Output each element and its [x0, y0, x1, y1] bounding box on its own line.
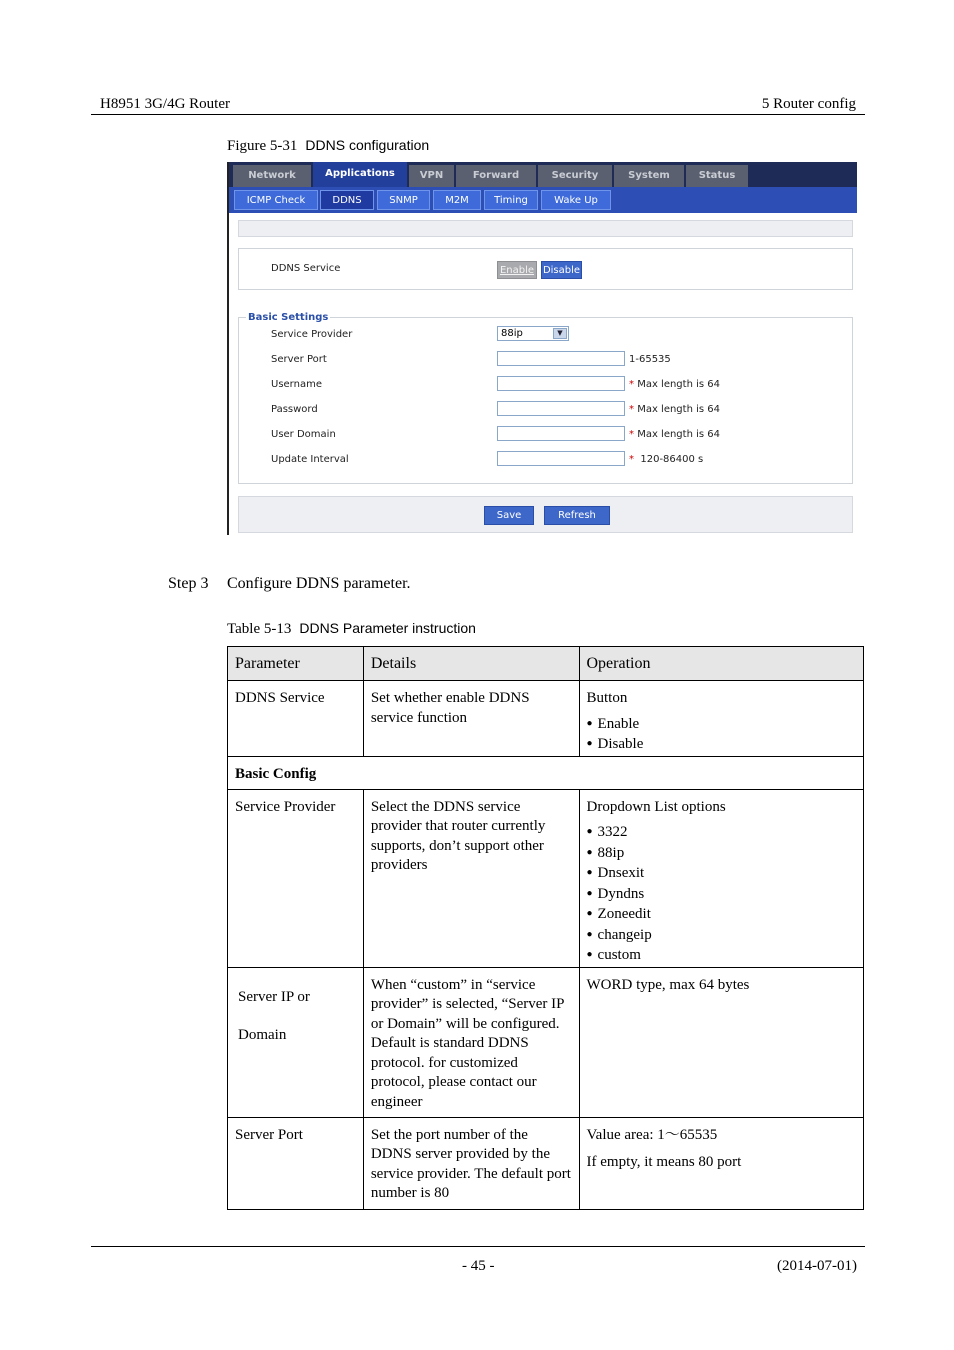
- list-item: ● Dnsexit: [587, 864, 857, 885]
- list-item: ● Enable: [587, 715, 857, 736]
- list-item: ● custom: [587, 946, 857, 967]
- figure-number: Figure 5-31: [227, 138, 298, 154]
- tab-system[interactable]: System: [614, 165, 684, 187]
- server-port-input[interactable]: [497, 351, 625, 366]
- server-port-hint: 1-65535: [629, 354, 671, 365]
- table-header-row: [228, 647, 864, 681]
- row-operation: WORD type, max 64 bytes: [579, 967, 864, 1117]
- row-operation: [579, 789, 864, 967]
- row-parameter: DDNS Service: [228, 681, 364, 757]
- row-parameter: Server Port: [228, 1117, 364, 1209]
- required-star: *: [629, 429, 634, 440]
- update-interval-input[interactable]: [497, 451, 625, 466]
- password-label: Password: [271, 404, 318, 415]
- save-button[interactable]: Save: [484, 506, 534, 525]
- tab-network[interactable]: Network: [233, 165, 311, 187]
- subtab-timing[interactable]: Timing: [484, 190, 538, 210]
- username-label: Username: [271, 379, 322, 390]
- header-parameter: Parameter: [228, 647, 364, 681]
- ddns-config-screenshot: [227, 162, 857, 535]
- header-details: Details: [363, 647, 579, 681]
- parameter-line: Server IP or: [238, 988, 310, 1005]
- table-row: [228, 681, 864, 757]
- ddns-service-label: DDNS Service: [271, 263, 341, 274]
- user-domain-label: User Domain: [271, 429, 336, 440]
- update-interval-hint: [629, 454, 703, 465]
- refresh-button[interactable]: Refresh: [544, 506, 610, 525]
- username-hint: [629, 379, 720, 390]
- operation-title: Button: [586, 690, 628, 706]
- tab-status[interactable]: Status: [686, 165, 748, 187]
- operation-title: Dropdown List options: [586, 798, 726, 815]
- service-provider-value: 88ip: [501, 328, 523, 339]
- password-hint-text: Max length is 64: [637, 404, 720, 415]
- table-caption: [227, 620, 476, 638]
- service-provider-label: Service Provider: [271, 329, 353, 340]
- user-domain-hint-text: Max length is 64: [637, 429, 720, 440]
- row-operation: [579, 681, 864, 757]
- row-details: Set whether enable DDNS service function: [363, 681, 579, 757]
- row-parameter: [228, 967, 364, 1117]
- chevron-down-icon[interactable]: ▼: [553, 328, 567, 339]
- subtab-ddns[interactable]: DDNS: [320, 190, 374, 210]
- user-domain-input[interactable]: [497, 426, 625, 441]
- disable-button[interactable]: Disable: [541, 261, 582, 279]
- table-row: [228, 789, 864, 967]
- username-input[interactable]: [497, 376, 625, 391]
- row-details: Set the port number of the DDNS server provided by the service provider. The default port number is 80: [363, 1117, 579, 1209]
- footer-date: (2014-07-01): [777, 1258, 857, 1274]
- parameter-line: Domain: [238, 1027, 287, 1043]
- basic-settings-legend: Basic Settings: [248, 312, 329, 323]
- subtab-snmp[interactable]: SNMP: [377, 190, 430, 210]
- row-details: When “custom” in “service provider” is selected, “Server IP or Domain” will be configured. Default is standard DDNS protocol. for customized protocol, please contact our engineer: [363, 967, 579, 1117]
- header-rule: [91, 114, 865, 115]
- subtab-m2m[interactable]: M2M: [433, 190, 481, 210]
- ddns-service-panel: [238, 248, 853, 290]
- operation-list: [587, 715, 857, 756]
- operation-line: Value area: 1～65535: [586, 1126, 718, 1143]
- table-row: [228, 1117, 864, 1209]
- tab-applications[interactable]: Applications: [313, 162, 407, 187]
- figure-title: DDNS configuration: [305, 137, 430, 153]
- main-nav-bar: [229, 162, 857, 187]
- list-item: ● Zoneedit: [587, 905, 857, 926]
- screenshot-border: [227, 162, 229, 535]
- top-gray-bar: [238, 220, 853, 237]
- subtab-icmp-check[interactable]: ICMP Check: [234, 190, 318, 210]
- header-operation: Operation: [579, 647, 864, 681]
- header-right: 5 Router config: [761, 96, 856, 112]
- username-hint-text: Max length is 64: [637, 379, 720, 390]
- step-text: Configure DDNS parameter.: [227, 575, 411, 592]
- tab-forward[interactable]: Forward: [456, 165, 536, 187]
- row-operation: [579, 1117, 864, 1209]
- service-provider-select[interactable]: [497, 326, 569, 341]
- header-left: H8951 3G/4G Router: [100, 96, 230, 112]
- step-label: Step 3: [168, 575, 209, 592]
- list-item: ● 3322: [587, 823, 857, 844]
- subtab-wake-up[interactable]: Wake Up: [541, 190, 611, 210]
- required-star: *: [629, 454, 634, 465]
- operation-list: [587, 823, 857, 967]
- password-input[interactable]: [497, 401, 625, 416]
- list-item: ● changeip: [587, 926, 857, 947]
- update-interval-hint-text: 120-86400 s: [640, 454, 704, 465]
- list-item: ● 88ip: [587, 844, 857, 865]
- figure-caption: [227, 137, 429, 155]
- server-port-label: Server Port: [271, 354, 327, 365]
- page-number: - 45 -: [462, 1258, 495, 1274]
- enable-button[interactable]: Enable: [497, 261, 537, 279]
- table-row: [228, 967, 864, 1117]
- basic-settings-panel: [238, 312, 853, 484]
- table-section-row: [228, 756, 864, 789]
- row-details: Select the DDNS service provider that router currently supports, don’t support other providers: [363, 789, 579, 967]
- operation-line: If empty, it means 80 port: [586, 1154, 742, 1170]
- required-star: *: [629, 404, 634, 415]
- table-title: DDNS Parameter instruction: [299, 620, 476, 636]
- list-item: ● Disable: [587, 735, 857, 756]
- tab-vpn[interactable]: VPN: [409, 165, 454, 187]
- user-domain-hint: [629, 429, 720, 440]
- sub-nav-bar: [229, 187, 857, 213]
- ddns-parameter-table: [227, 646, 864, 1210]
- password-hint: [629, 404, 720, 415]
- action-bar: [238, 496, 853, 533]
- update-interval-label: Update Interval: [271, 454, 349, 465]
- list-item: ● Dyndns: [587, 885, 857, 906]
- required-star: *: [629, 379, 634, 390]
- section-basic-config: Basic Config: [228, 756, 864, 789]
- footer-rule: [91, 1246, 865, 1247]
- tab-security[interactable]: Security: [538, 165, 612, 187]
- table-number: Table 5-13: [227, 621, 292, 637]
- row-parameter: Service Provider: [228, 789, 364, 967]
